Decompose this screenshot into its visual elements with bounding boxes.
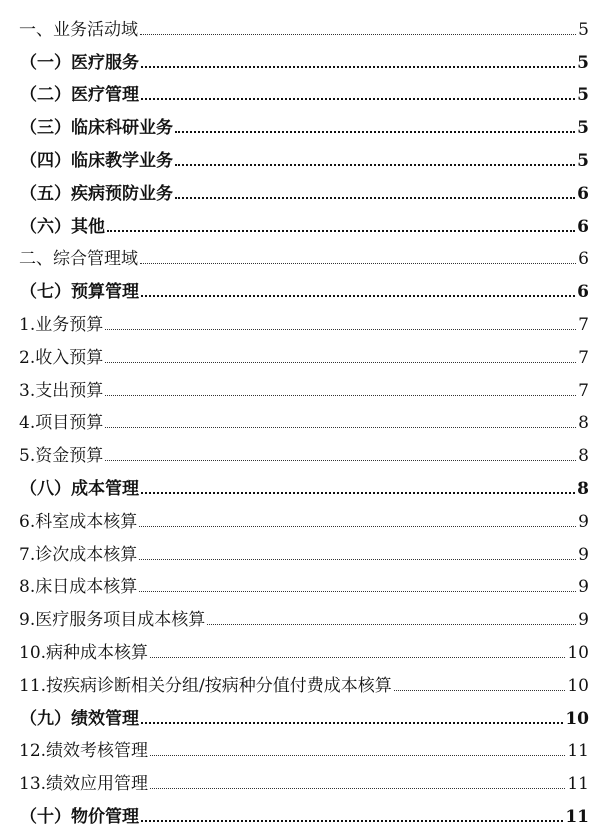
- toc-entry[interactable]: [19, 565, 589, 598]
- toc-entry-label: （四）临床教学业务: [20, 150, 173, 171]
- dot-leader: [105, 329, 576, 330]
- dot-leader: [139, 591, 576, 592]
- toc-entry-label: （九）绩效管理: [20, 708, 139, 729]
- toc-entry-label: （二）医疗管理: [20, 85, 139, 106]
- dot-leader: [105, 362, 576, 363]
- dot-leader: [105, 460, 576, 461]
- dot-leader: [140, 263, 576, 264]
- dot-leader: [141, 820, 563, 822]
- toc-entry-page-number: 9: [578, 544, 589, 565]
- toc-entry-page-number: 10: [565, 708, 589, 729]
- toc-entry[interactable]: [19, 368, 589, 401]
- toc-entry-page-number: 5: [577, 150, 589, 171]
- toc-entry-page-number: 11: [567, 741, 589, 762]
- toc-entry-label: 3.支出预算: [19, 380, 104, 401]
- toc-entry-page-number: 11: [565, 806, 589, 827]
- toc-entry[interactable]: [19, 171, 589, 204]
- toc-entry[interactable]: [19, 696, 589, 729]
- toc-entry[interactable]: [19, 40, 589, 73]
- toc-entry-label: （六）其他: [20, 216, 105, 237]
- toc-entry-label: 9.医疗服务项目成本核算: [19, 610, 206, 631]
- toc-entry-label: 1.业务预算: [19, 314, 104, 335]
- dot-leader: [150, 788, 565, 789]
- toc-entry-label: （五）疾病预防业务: [20, 183, 173, 204]
- toc-entry-label: 10.病种成本核算: [19, 642, 149, 663]
- dot-leader: [139, 526, 576, 527]
- toc-entry-label: 11.按疾病诊断相关分组/按病种分值付费成本核算: [19, 675, 392, 696]
- toc-entry-page-number: 6: [577, 183, 589, 204]
- toc-entry[interactable]: [19, 269, 589, 302]
- toc-entry[interactable]: [19, 630, 589, 663]
- dot-leader: [150, 755, 565, 756]
- toc-entry-label: 6.科室成本核算: [19, 511, 138, 532]
- dot-leader: [207, 624, 576, 625]
- table-of-contents: [19, 7, 589, 827]
- toc-entry[interactable]: [19, 433, 589, 466]
- dot-leader: [141, 66, 575, 68]
- toc-entry-label: 2.收入预算: [19, 347, 104, 368]
- toc-entry[interactable]: [19, 73, 589, 106]
- toc-entry-page-number: 9: [578, 511, 589, 532]
- toc-entry[interactable]: [19, 7, 589, 40]
- dot-leader: [105, 395, 576, 396]
- toc-entry-label: 一、业务活动域: [19, 19, 138, 40]
- toc-entry-page-number: 6: [577, 282, 589, 303]
- toc-entry-page-number: 7: [578, 380, 589, 401]
- toc-entry-label: （三）临床科研业务: [20, 118, 173, 139]
- toc-entry[interactable]: [19, 466, 589, 499]
- toc-entry[interactable]: [19, 335, 589, 368]
- toc-entry-label: （七）预算管理: [20, 282, 139, 303]
- dot-leader: [394, 690, 566, 691]
- toc-entry-page-number: 9: [578, 577, 589, 598]
- toc-entry-label: 8.床日成本核算: [19, 577, 138, 598]
- dot-leader: [175, 197, 575, 199]
- dot-leader: [141, 98, 575, 100]
- toc-entry-page-number: 5: [577, 52, 589, 73]
- toc-entry-page-number: 7: [578, 314, 589, 335]
- toc-entry-page-number: 5: [577, 118, 589, 139]
- toc-entry[interactable]: [19, 401, 589, 434]
- toc-entry[interactable]: [19, 663, 589, 696]
- dot-leader: [150, 657, 565, 658]
- toc-entry[interactable]: [19, 761, 589, 794]
- toc-entry-page-number: 5: [578, 19, 589, 40]
- toc-entry-page-number: 10: [567, 642, 589, 663]
- toc-entry-label: （一）医疗服务: [20, 52, 139, 73]
- toc-entry-page-number: 8: [577, 478, 589, 499]
- dot-leader: [107, 230, 575, 232]
- dot-leader: [141, 295, 575, 297]
- dot-leader: [105, 427, 576, 428]
- toc-entry-page-number: 7: [578, 347, 589, 368]
- toc-entry[interactable]: [19, 237, 589, 270]
- dot-leader: [141, 722, 563, 724]
- toc-entry[interactable]: [19, 532, 589, 565]
- toc-entry[interactable]: [19, 302, 589, 335]
- toc-entry[interactable]: [19, 204, 589, 237]
- dot-leader: [140, 34, 576, 35]
- toc-entry-page-number: 8: [578, 446, 589, 467]
- dot-leader: [139, 559, 576, 560]
- toc-entry[interactable]: [19, 138, 589, 171]
- toc-entry-label: 二、综合管理域: [19, 249, 138, 270]
- toc-entry-label: 4.项目预算: [19, 413, 104, 434]
- toc-entry[interactable]: [19, 105, 589, 138]
- toc-entry-label: 5.资金预算: [19, 446, 104, 467]
- toc-entry-page-number: 11: [567, 774, 589, 795]
- toc-entry-page-number: 8: [578, 413, 589, 434]
- dot-leader: [175, 164, 575, 166]
- toc-entry-label: （八）成本管理: [20, 478, 139, 499]
- toc-entry[interactable]: [19, 729, 589, 762]
- dot-leader: [175, 131, 575, 133]
- toc-entry-page-number: 9: [578, 610, 589, 631]
- toc-entry-label: 13.绩效应用管理: [19, 774, 149, 795]
- toc-entry-label: （十）物价管理: [20, 806, 139, 827]
- toc-entry-label: 7.诊次成本核算: [19, 544, 138, 565]
- toc-entry[interactable]: [19, 597, 589, 630]
- toc-entry-label: 12.绩效考核管理: [19, 741, 149, 762]
- toc-entry-page-number: 10: [567, 675, 589, 696]
- dot-leader: [141, 492, 575, 494]
- toc-entry-page-number: 5: [577, 85, 589, 106]
- toc-entry[interactable]: [19, 499, 589, 532]
- toc-entry-page-number: 6: [577, 216, 589, 237]
- toc-entry[interactable]: [19, 794, 589, 827]
- toc-entry-page-number: 6: [578, 249, 589, 270]
